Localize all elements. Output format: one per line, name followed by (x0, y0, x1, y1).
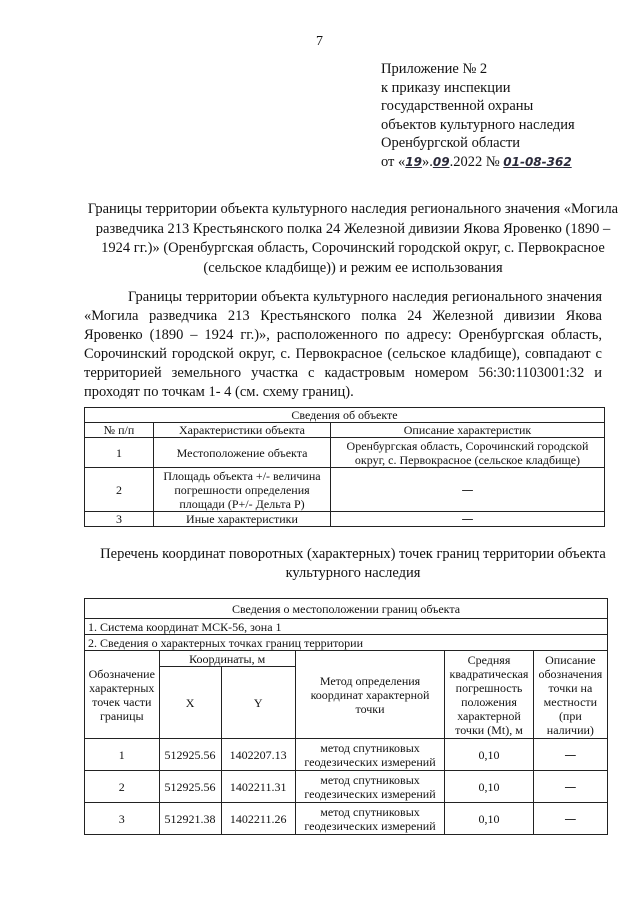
table-cell: 3 (85, 803, 160, 835)
table-cell: 2 (85, 771, 160, 803)
table-cell: метод спутниковых геодезических измерений (295, 803, 444, 835)
table-cell: — (533, 803, 607, 835)
table-cell: метод спутниковых геодезических измерений (295, 739, 444, 771)
appendix-line: государственной охраны (381, 98, 534, 114)
table-cell: Оренбургская область, Сорочинский городской округ, с. Первокрасное (сельское кладбище) (331, 438, 605, 468)
table-cell: 0,10 (445, 739, 533, 771)
table-row (85, 771, 608, 803)
boundary-paragraph: Границы территории объекта культурного наследия регионального значения «Могила разведчика 213 Крестьянского полка 24 Железной дивизии Якова Яровенко (1890 – 1924 гг.)», расположенного по адресу: Оренбургская область, Сорочинский городской округ, с. Первокрасное (сельское кладбище), совпадают с территорией земельного участка с кадастровым номером 56:30:1103001:32 и проходят по точкам 1- 4 (см. схему границ). (84, 289, 602, 400)
date-month: 09 (432, 154, 450, 169)
table-cell: метод спутниковых геодезических измерений (295, 771, 444, 803)
table-row (85, 468, 605, 512)
table-cell: 512921.38 (159, 803, 221, 835)
table-cell: 512925.56 (159, 771, 221, 803)
table-cell: 1 (85, 438, 154, 468)
table-cell: 2 (85, 468, 154, 512)
table-row (85, 438, 605, 468)
date-day: 19 (405, 154, 422, 169)
date-year: .2022 (449, 153, 483, 170)
column-header: Характеристики объекта (154, 423, 331, 438)
coordinate-system: 1. Система координат МСК-56, зона 1 (85, 619, 608, 635)
appendix-date-line (381, 153, 631, 172)
column-header: Метод определения координат характерной точки (295, 651, 444, 739)
table-cell: Местоположение объекта (154, 438, 331, 468)
appendix-line: к приказу инспекции (381, 79, 511, 96)
table-cell: Иные характеристики (154, 512, 331, 527)
appendix-line: Оренбургской области (381, 135, 521, 151)
table-cell: 0,10 (445, 771, 533, 803)
table-cell: 1402211.26 (221, 803, 295, 835)
table-cell: — (533, 771, 607, 803)
table-cell: — (331, 512, 605, 527)
column-header: № п/п (85, 423, 154, 438)
document-title: Границы территории объекта культурного наследия регионального значения «Могила разведчика 213 Крестьянского полка 24 Железной дивизии Якова Яровенко (1890 – 1924 гг.)» (Оренбургская область, Сорочинский городской округ, с. Первокрасное (сельское кладбище)) и режим ее использования (87, 201, 619, 276)
column-header: Средняя квадратическая погрешность положения характерной точки (Mt), м (445, 651, 533, 739)
table-caption: Сведения об объекте (85, 408, 605, 423)
date-mid: ». (421, 153, 433, 170)
column-header: Y (221, 667, 295, 739)
table-cell: — (533, 739, 607, 771)
table-cell: — (331, 468, 605, 512)
number-prefix: № (482, 153, 504, 170)
column-header: X (159, 667, 221, 739)
appendix-line: объектов культурного наследия (381, 116, 575, 133)
table-cell: 1 (85, 739, 160, 771)
table-row (85, 739, 608, 771)
table-row (85, 803, 608, 835)
table-cell: 1402207.13 (221, 739, 295, 771)
date-prefix: от « (381, 153, 406, 170)
table-cell: 512925.56 (159, 739, 221, 771)
points-section: 2. Сведения о характерных точках границ территории (85, 635, 608, 651)
column-header: Обозначение характерных точек части границы (85, 651, 160, 739)
page-number: 7 (316, 34, 323, 49)
coordinates-table (84, 598, 608, 835)
column-header: Координаты, м (159, 651, 295, 667)
table-caption: Сведения о местоположении границ объекта (85, 599, 608, 619)
appendix-block (381, 60, 631, 171)
appendix-line: Приложение № 2 (381, 61, 488, 77)
order-number: 01-08-362 (503, 154, 572, 169)
table-row (85, 512, 605, 527)
column-header: Описание обозначения точки на местности (при наличии) (533, 651, 607, 739)
table-cell: 1402211.31 (221, 771, 295, 803)
object-info-table (84, 407, 605, 527)
coordinates-list-title: Перечень координат поворотных (характерных) точек границ территории объекта культурного наследия (100, 546, 606, 581)
table-cell: 0,10 (445, 803, 533, 835)
column-header: Описание характеристик (331, 423, 605, 438)
table-cell: 3 (85, 512, 154, 527)
table-cell: Площадь объекта +/- величина погрешности определения площади (Р+/- Дельта Р) (154, 468, 331, 512)
